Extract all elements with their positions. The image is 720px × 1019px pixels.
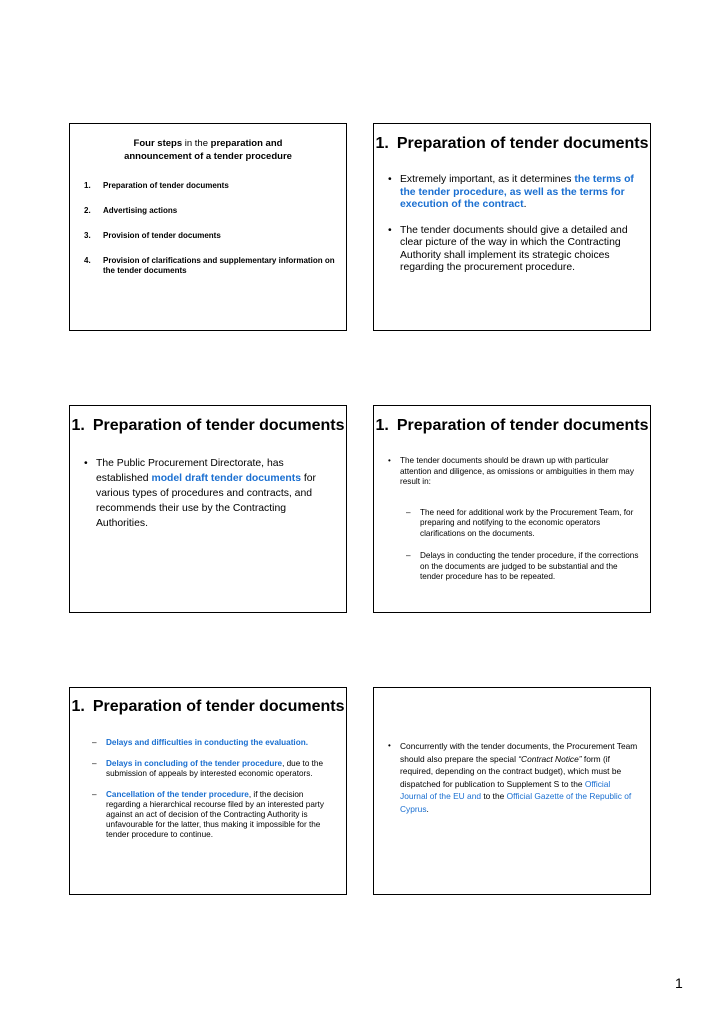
slide-four-steps bbox=[69, 123, 347, 331]
sub-item: – Delays in conducting the tender procedure, if the corrections on the documents are judged to be substantial and the tender procedure has to be repeated. bbox=[406, 551, 640, 583]
slide-model-documents bbox=[69, 405, 347, 613]
slide-title: 1. Preparation of tender documents bbox=[71, 417, 345, 434]
bullet-item: • Extremely important, as it determines the terms of the tender procedure, as well as the terms for execution of the contract. bbox=[384, 174, 642, 212]
list-item: 2. Advertising actions bbox=[84, 206, 178, 215]
slide-omissions bbox=[373, 405, 651, 613]
sub-item: – Cancellation of the tender procedure, if the decision regarding a hierarchical recourse filed by an interested party against an act of decision of the Contracting Authority is unfavourable for the latter, thus making it impossible for the tender procedure to continue. bbox=[92, 790, 334, 840]
sub-item: – The need for additional work by the Procurement Team, for preparing and notifying to the economic operators clarifications on the documents. bbox=[406, 508, 640, 540]
sub-list bbox=[406, 508, 640, 583]
bullet-item: • The Public Procurement Directorate, has established model draft tender documents for various types of procedures and contracts, and recommends their use by the Contracting Authorities. bbox=[80, 456, 334, 531]
slide-title: 1. Preparation of tender documents bbox=[375, 417, 649, 434]
sub-item: – Delays and difficulties in conducting the evaluation. bbox=[92, 738, 334, 748]
slide-title: 1. Preparation of tender documents bbox=[71, 698, 345, 715]
slide-delays bbox=[69, 687, 347, 895]
slide-heading: Four steps in the preparation and announcement of a tender procedure bbox=[124, 138, 292, 162]
bullet-list bbox=[384, 456, 640, 595]
bullet-list bbox=[384, 740, 640, 815]
bullet-item: • The tender documents should be drawn up with particular attention and diligence, as omissions or ambiguities in them may result in: – The need for additional work by the Procurement Team, for preparing and notifying to the economic operators clarifications on the documents. – Delays in conducting the tender procedure, if the corrections on the documents are judged to be substantial and the tender procedure has to be repeated. bbox=[384, 456, 640, 583]
bullet-list bbox=[384, 174, 642, 288]
slide-preparation-terms bbox=[373, 123, 651, 331]
bullet-item: • The tender documents should give a detailed and clear picture of the way in which the Contracting Authority shall implement its strategic choices regarding the procurement procedure. bbox=[384, 225, 642, 275]
page-number: 1 bbox=[675, 975, 683, 991]
list-item: 3. Provision of tender documents bbox=[84, 231, 221, 240]
sub-list bbox=[92, 738, 334, 851]
steps-list bbox=[84, 181, 336, 291]
slide-contract-notice bbox=[373, 687, 651, 895]
list-item: 1. Preparation of tender documents bbox=[84, 181, 229, 190]
bullet-item: • Concurrently with the tender documents, the Procurement Team should also prepare the special “Contract Notice” form (if required, depending on the contract budget), which must be dispatched for publication to Supplement S to the Official Journal of the EU and to the Official Gazette of the Republic of Cyprus. bbox=[384, 740, 640, 815]
sub-item: – Delays in concluding of the tender procedure, due to the submission of appeals by interested economic operators. bbox=[92, 759, 334, 779]
slide-title: 1. Preparation of tender documents bbox=[375, 135, 649, 152]
list-item: 4. Provision of clarifications and supplementary information on the tender documents bbox=[84, 256, 335, 275]
bullet-list bbox=[80, 456, 334, 531]
